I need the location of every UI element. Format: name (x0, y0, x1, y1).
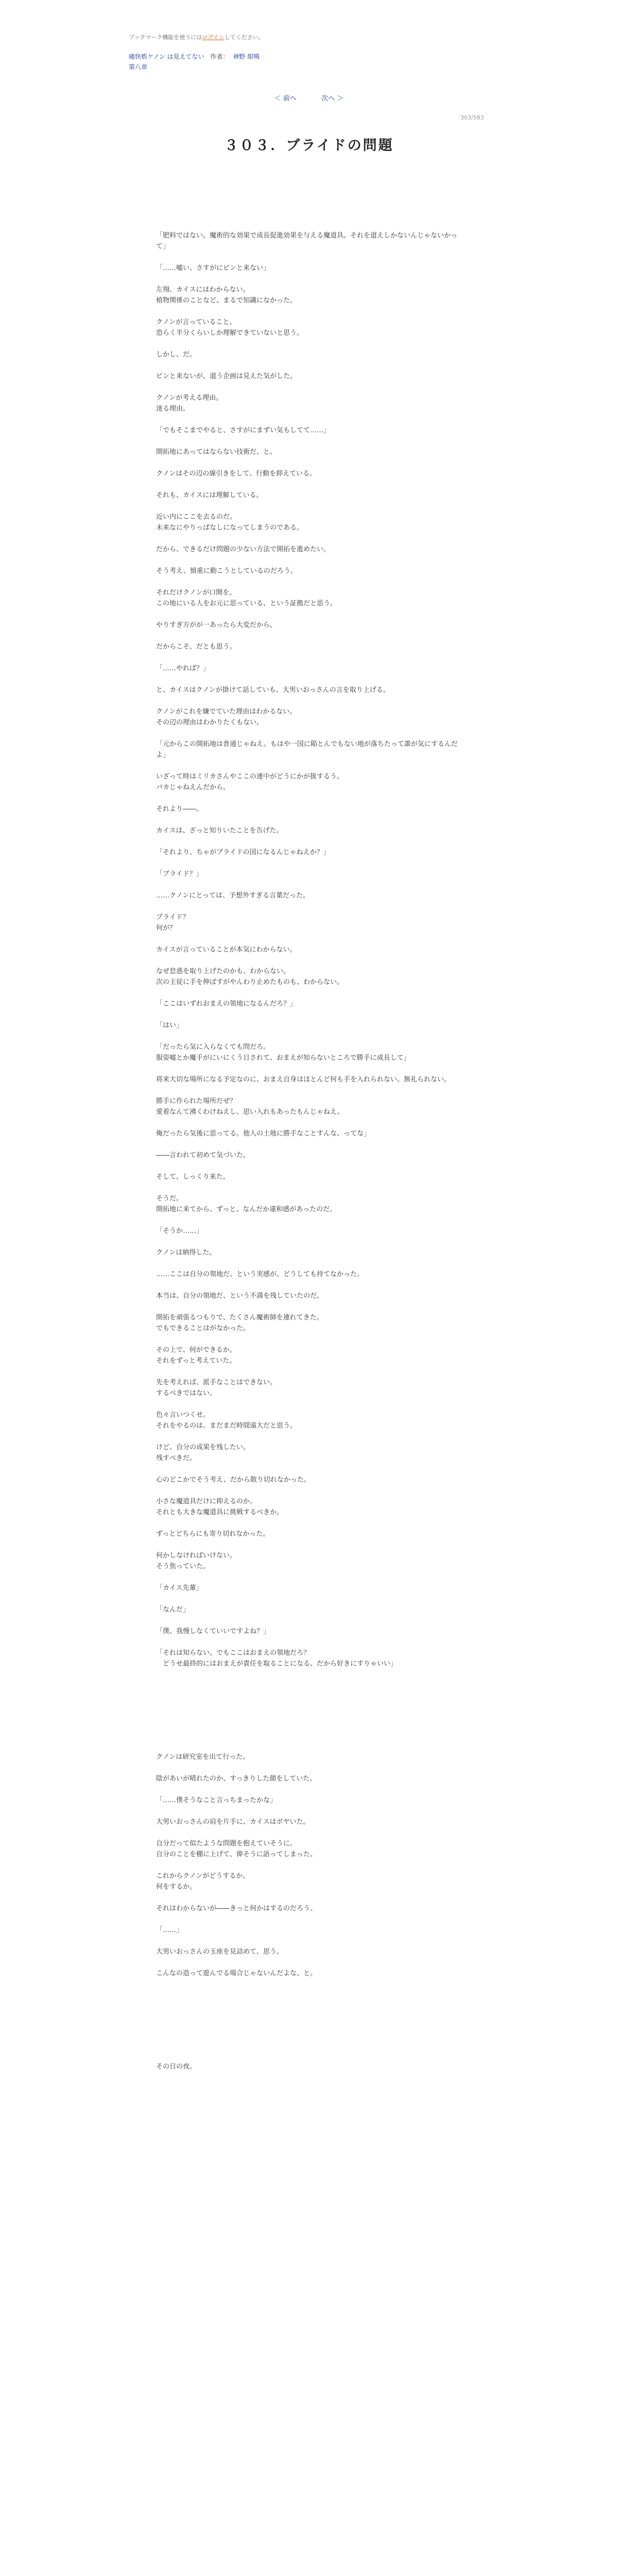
paragraph: 開拓地にあってはならない技術だ、と。 (156, 448, 277, 456)
series-link[interactable]: 痛快娯ケノン は見えてない (129, 53, 204, 60)
paragraph: ピンと来ないが、道う企画は見えた気がした。 (156, 372, 297, 380)
paragraph: カイスが言っていることが本気にわからない。 (156, 946, 297, 954)
paragraph: クノンが考える理由。 迷る理由。 (156, 394, 223, 413)
paragraph: クノンがこれを嫌でていた理由はわかるない。 その辺の理由はわかりたくもない。 (156, 708, 297, 726)
paragraph: と、カイスはクノンが掛けて話していも、大男いおっさんの言を取り上げる。 (156, 686, 390, 694)
paragraph: ……ここは自分の領地だ、という実感が、どうしても持てなかった。 (156, 1270, 364, 1278)
paragraph: 「……」 (156, 1926, 183, 1934)
paragraph: 大男いおっさんの玉座を見詰めて、思う。 (156, 1948, 283, 1956)
novel-meta (129, 52, 489, 73)
paragraph: 本当は、自分の領地だ、という不満を残していたのだ。 (156, 1292, 324, 1300)
paragraph: だからこそ、だとも思う。 (156, 643, 236, 651)
chapter-group-link[interactable]: 第八章 (129, 63, 148, 71)
paragraph: それより――。 (156, 805, 203, 813)
paragraph: ブライド？ 何が？ (156, 913, 190, 932)
paragraph: けど、自分の成果を残したい。 残すべきだ。 (156, 1444, 250, 1462)
paragraph: クノンは研究室を出て行った。 (156, 1753, 250, 1761)
paragraph: 自分だって似たような問題を抱えていそうに。 自分のことを棚に上げて、偉そうに語ってしまった。 (156, 1840, 317, 1858)
paragraph: 何かしなければいけない。 そう焦っていた。 (156, 1552, 237, 1570)
paragraph: 勝手に作られた場所だぜ？ 愛着なんて沸くわけねえし、思い入れもあったもんじゃねえ。 (156, 1097, 344, 1116)
paragraph: ――言われて初めて気づいた。 (156, 1151, 250, 1159)
paragraph: クノンが言っていること。 恐らく半分くらいしか理解できていないと思う。 (156, 318, 304, 337)
paragraph: それも、カイスには理解している。 (156, 492, 263, 499)
notice-text: ブックマーク機能を使うには (129, 34, 202, 41)
paragraph: 陰があいが晴れたのか、すっきりした顔をしていた。 (156, 1775, 317, 1783)
paragraph: そうだ。 開拓地に来てから、ずっと、なんだか違和感があったのだ。 (156, 1195, 337, 1213)
paragraph: 「それは知らない。でもここはおまえの領地だろ？ どうせ最終的にはおまえが責任を取ることになる。だから好きにすりゃいい」 (156, 1649, 398, 1668)
notice-tail: してください。 (224, 34, 264, 41)
author-label: 作者： (210, 53, 229, 60)
author-link[interactable]: 神野 紺鳴 (233, 53, 260, 60)
paragraph: いざって時はミリカさんやここの連中がどうにかが扱するう。 バカじゃねえんだから。 (156, 773, 344, 791)
paragraph: 「僕、我慢しなくていいですよね？」 (156, 1628, 270, 1635)
paragraph: 「元からこの開拓地は普通じゃねえ。もはや一国に陥とんでもない地が落ちたって誰が気にするんだよ」 (156, 740, 458, 759)
paragraph: そう考え、慎重に動こうとしているのだろう。 (156, 567, 297, 575)
paragraph: 左翔、カイスにはわからない。 植物関係のことなど、まるで知識になかった。 (156, 286, 297, 304)
paragraph: それはわからないが――きっと何かはするのだろう。 (156, 1905, 317, 1912)
paragraph: 「……僕そうなこと言っちまったかな」 (156, 1797, 277, 1804)
paragraph: それだけクノンが口開を。 この地にいる人をお元に思っている、という証拠だと思う。 (156, 589, 337, 607)
next-chapter-link[interactable]: 次へ ＞ (321, 95, 344, 103)
paragraph: クノンは納得した。 (156, 1249, 216, 1257)
paragraph: 「だったら気に入らなくても問だろ。 服姿嘘とか魔手がにいにくう日されて、おまえが知らないところで勝手に成長して」 (156, 1043, 410, 1062)
paragraph: 「ここはいずれおまえの領地になるんだろ？」 (156, 1000, 297, 1008)
paragraph: これからクノンがどうするか。 何をするか。 (156, 1872, 250, 1891)
chapter-title: ３０３．ブライドの問題 (224, 138, 394, 154)
paragraph: 「……嘘い、さすがにピンと来ない」 (156, 264, 270, 272)
paragraph: こんなの造って遊んでる場合じゃないんだよな、と。 (156, 1970, 317, 1977)
paragraph: 「そうか……」 (156, 1227, 203, 1235)
paragraph: そして、しっくり来た。 (156, 1173, 230, 1181)
paragraph: 「ブライド？」 (156, 870, 203, 878)
paragraph: 大男いおっさんの肩を片手に、カイスはボヤいた。 (156, 1818, 310, 1826)
paragraph: 「なんだ」 (156, 1606, 190, 1614)
paragraph: 小さな魔道具だけに抑えるのか。 それとも大きな魔道具に挑戦するべきか。 (156, 1498, 284, 1516)
page-header (129, 33, 489, 72)
paragraph: ずっとどちらにも寄り切れなかった。 (156, 1530, 270, 1538)
bookmark-notice (129, 33, 489, 42)
paragraph: 心のどこかでそう考え、だから散り切れなかった。 (156, 1476, 311, 1484)
login-link[interactable]: ログイン (202, 34, 225, 41)
paragraph: ……クノンにとっては、予想外すぎる言葉だった。 (156, 892, 310, 900)
paragraph: 色々言いつくせ。 それをやるのは、まだまだ時間遠大だと思う。 (156, 1411, 297, 1430)
paragraph: だから、できるだけ問題の少ない方法で開拓を進めたい。 (156, 546, 331, 553)
paragraph: クノンはその辺の線引きをして、行動を抑えている。 (156, 470, 316, 478)
chapter-pager (129, 93, 489, 103)
paragraph: なぜ怠惑を取り上げたのかも、わからない。 次の主従に手を伸ばすがやんわり止めたものも、わからない。 (156, 968, 344, 986)
paragraph: 「それより、ちゃがブライドの国になるんじゃねえか？」 (156, 849, 330, 856)
paragraph: 将来大切な場所になる予定なのに、おまえ自身はほとんど何も手を入れられない。無礼られない。 (156, 1076, 451, 1083)
paragraph: 「はい」 (156, 1022, 183, 1029)
paragraph: 俺だったら気後に思ってる。他人の土地に勝手なことすんな、ってな」 (156, 1130, 371, 1138)
paragraph: 「……やれば？」 (156, 665, 210, 672)
paragraph: 「でもそこまでやると、さすがにまずい気もしてて……」 (156, 427, 331, 434)
prev-chapter-link[interactable]: ＜ 前へ (274, 95, 297, 103)
paragraph: その上で、何ができるか。 それをずっと考えていた。 (156, 1346, 236, 1365)
chapter-body (156, 230, 463, 2083)
paragraph: 「肥料ではない。魔術的な効果で成長促進効果を与える魔道具。それを道えしかないんじゃないかって」 (156, 232, 458, 250)
paragraph: 「カイス先輩」 (156, 1584, 203, 1592)
paragraph: やりすぎ方がが一あったら大変だから。 (156, 621, 277, 629)
paragraph: しかし、だ。 (156, 351, 197, 359)
page-number: 303/583 (460, 114, 484, 121)
paragraph: 先を考えれば、派手なことはできない。 するべきではない。 (156, 1379, 277, 1397)
paragraph: 近い内にここを去るのだ。 未来なにやりっぱなしになってしまうのである。 (156, 513, 304, 532)
paragraph: カイスは、ざっと知りいたことを告げた。 (156, 827, 283, 835)
paragraph: その日の夜。 (156, 2063, 197, 2071)
paragraph: 開拓を頑張るつもりで、たくさん魔術師を連れてきた。 でもできることはがなかった。 (156, 1314, 323, 1332)
